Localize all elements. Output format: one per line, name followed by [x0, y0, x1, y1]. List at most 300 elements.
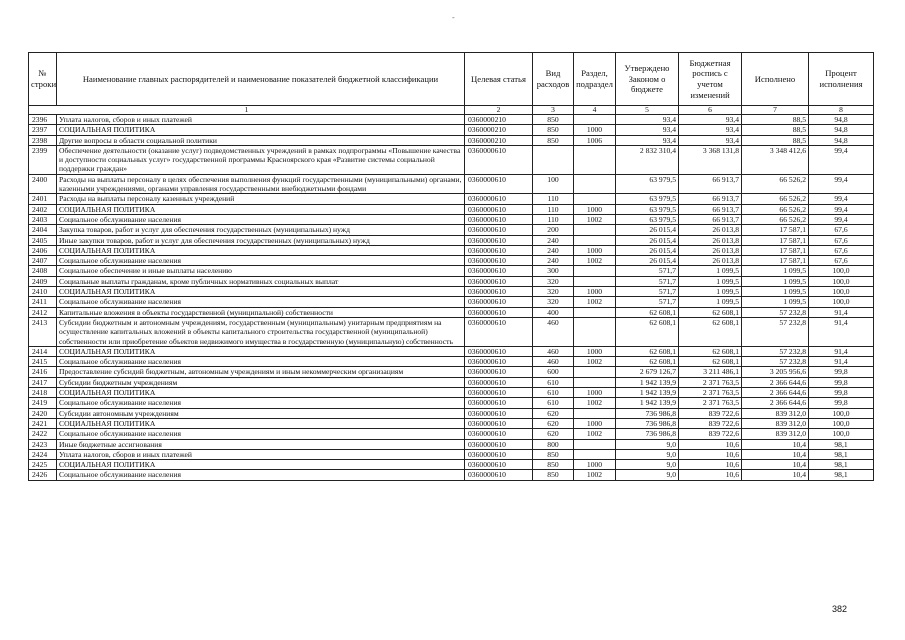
row-name-cell: Социальные выплаты гражданам, кроме публичных нормативных социальных выплат	[57, 276, 465, 286]
row-name-cell: Закупка товаров, работ и услуг для обеспечения государственных (муниципальных) нужд	[57, 225, 465, 235]
budget-list-amount-cell: 3 211 486,1	[679, 367, 742, 377]
section-cell	[574, 194, 616, 204]
executed-amount-cell: 17 587,1	[742, 256, 809, 266]
budget-list-amount-cell: 62 608,1	[679, 317, 742, 346]
expense-type-cell: 620	[533, 429, 574, 439]
table-row	[29, 214, 874, 224]
target-article-cell: 0360000610	[465, 297, 533, 307]
expense-type-cell: 320	[533, 297, 574, 307]
row-number-cell: 2402	[29, 204, 57, 214]
budget-table	[28, 52, 874, 481]
executed-amount-cell: 10,4	[742, 470, 809, 480]
budget-list-amount-cell: 839 722,6	[679, 418, 742, 428]
row-number-cell: 2409	[29, 276, 57, 286]
approved-amount-cell: 571,7	[616, 297, 679, 307]
section-cell: 1000	[574, 460, 616, 470]
table-row	[29, 276, 874, 286]
row-name-cell: СОЦИАЛЬНАЯ ПОЛИТИКА	[57, 460, 465, 470]
budget-list-amount-cell: 10,6	[679, 439, 742, 449]
percent-cell: 91,4	[809, 357, 874, 367]
table-row	[29, 418, 874, 428]
row-name-cell: Субсидии бюджетным учреждениям	[57, 377, 465, 387]
approved-amount-cell: 9,0	[616, 439, 679, 449]
header-budget-list: Бюджетная роспись с учетом изменений	[679, 53, 742, 106]
section-cell: 1002	[574, 357, 616, 367]
section-cell: 1000	[574, 388, 616, 398]
target-article-cell: 0360000610	[465, 460, 533, 470]
executed-amount-cell: 57 232,8	[742, 346, 809, 356]
section-cell	[574, 235, 616, 245]
budget-list-amount-cell: 10,6	[679, 460, 742, 470]
target-article-cell: 0360000610	[465, 439, 533, 449]
top-mark: -	[452, 13, 455, 22]
percent-cell: 94,8	[809, 135, 874, 145]
target-article-cell: 0360000610	[465, 276, 533, 286]
row-number-cell: 2420	[29, 408, 57, 418]
percent-cell: 99,8	[809, 367, 874, 377]
percent-cell: 91,4	[809, 346, 874, 356]
row-name-cell: Капитальные вложения в объекты государственной (муниципальной) собственности	[57, 307, 465, 317]
executed-amount-cell: 66 526,2	[742, 204, 809, 214]
percent-cell: 99,4	[809, 214, 874, 224]
executed-amount-cell: 17 587,1	[742, 225, 809, 235]
row-number-cell: 2423	[29, 439, 57, 449]
section-cell: 1002	[574, 429, 616, 439]
executed-amount-cell: 57 232,8	[742, 357, 809, 367]
row-number-cell: 2406	[29, 245, 57, 255]
executed-amount-cell: 66 526,2	[742, 194, 809, 204]
target-article-cell: 0360000610	[465, 287, 533, 297]
section-cell: 1002	[574, 256, 616, 266]
table-row	[29, 125, 874, 135]
budget-list-amount-cell: 1 099,5	[679, 287, 742, 297]
target-article-cell: 0360000610	[465, 235, 533, 245]
section-cell: 1000	[574, 245, 616, 255]
row-name-cell: Социальное обслуживание населения	[57, 470, 465, 480]
header-target: Целевая статья	[465, 53, 533, 106]
approved-amount-cell: 63 979,5	[616, 204, 679, 214]
row-name-cell: Социальное обслуживание населения	[57, 398, 465, 408]
header-row	[29, 53, 874, 106]
row-name-cell: Субсидии бюджетным и автономным учреждениям, государственным (муниципальным) унитарным предприятиям на осуществление капитальных вложений в объекты капитального строительства государственной (муниципальной) собственности или приобретение объектов недвижимого имущества в государственную (муниципальную) собственность	[57, 317, 465, 346]
approved-amount-cell: 2 832 310,4	[616, 145, 679, 174]
executed-amount-cell: 10,4	[742, 449, 809, 459]
budget-list-amount-cell: 66 913,7	[679, 204, 742, 214]
executed-amount-cell: 88,5	[742, 135, 809, 145]
percent-cell: 99,8	[809, 398, 874, 408]
expense-type-cell: 400	[533, 307, 574, 317]
section-cell	[574, 367, 616, 377]
expense-type-cell: 620	[533, 408, 574, 418]
target-article-cell: 0360000210	[465, 115, 533, 125]
approved-amount-cell: 93,4	[616, 115, 679, 125]
target-article-cell: 0360000610	[465, 307, 533, 317]
expense-type-cell: 460	[533, 317, 574, 346]
executed-amount-cell: 88,5	[742, 115, 809, 125]
header-percent: Процент исполнения	[809, 53, 874, 106]
table-row	[29, 317, 874, 346]
executed-amount-cell: 1 099,5	[742, 297, 809, 307]
row-number-cell: 2396	[29, 115, 57, 125]
budget-list-amount-cell: 1 099,5	[679, 297, 742, 307]
expense-type-cell: 850	[533, 125, 574, 135]
approved-amount-cell: 1 942 139,9	[616, 377, 679, 387]
expense-type-cell: 850	[533, 460, 574, 470]
target-article-cell: 0360000610	[465, 346, 533, 356]
target-article-cell: 0360000610	[465, 266, 533, 276]
budget-list-amount-cell: 839 722,6	[679, 408, 742, 418]
row-name-cell: Расходы на выплаты персоналу в целях обеспечения выполнения функций государственными (муниципальными) органами, казенными учреждениями, органами управления государственными внебюджетными фондами	[57, 174, 465, 194]
table-row	[29, 367, 874, 377]
row-number-cell: 2400	[29, 174, 57, 194]
target-article-cell: 0360000210	[465, 135, 533, 145]
row-name-cell: Уплата налогов, сборов и иных платежей	[57, 115, 465, 125]
executed-amount-cell: 10,4	[742, 460, 809, 470]
percent-cell: 67,6	[809, 235, 874, 245]
budget-list-amount-cell: 93,4	[679, 135, 742, 145]
budget-list-amount-cell: 839 722,6	[679, 429, 742, 439]
executed-amount-cell: 88,5	[742, 125, 809, 135]
target-article-cell: 0360000610	[465, 256, 533, 266]
approved-amount-cell: 63 979,5	[616, 174, 679, 194]
percent-cell: 94,8	[809, 115, 874, 125]
approved-amount-cell: 9,0	[616, 449, 679, 459]
row-number-cell: 2408	[29, 266, 57, 276]
row-number-cell: 2425	[29, 460, 57, 470]
approved-amount-cell: 26 015,4	[616, 225, 679, 235]
executed-amount-cell: 839 312,0	[742, 429, 809, 439]
executed-amount-cell: 17 587,1	[742, 235, 809, 245]
target-article-cell: 0360000610	[465, 145, 533, 174]
percent-cell: 91,4	[809, 307, 874, 317]
budget-table-container	[28, 52, 874, 481]
table-row	[29, 470, 874, 480]
section-cell: 1000	[574, 125, 616, 135]
table-row	[29, 174, 874, 194]
target-article-cell: 0360000610	[465, 245, 533, 255]
target-article-cell: 0360000610	[465, 367, 533, 377]
row-number-cell: 2405	[29, 235, 57, 245]
table-row	[29, 266, 874, 276]
executed-amount-cell: 1 099,5	[742, 276, 809, 286]
expense-type-cell: 460	[533, 357, 574, 367]
table-row	[29, 297, 874, 307]
row-name-cell: Расходы на выплаты персоналу казенных учреждений	[57, 194, 465, 204]
header-section: Раздел, подраздел	[574, 53, 616, 106]
approved-amount-cell: 736 986,8	[616, 429, 679, 439]
executed-amount-cell: 2 366 644,6	[742, 398, 809, 408]
row-number-cell: 2398	[29, 135, 57, 145]
table-row	[29, 460, 874, 470]
approved-amount-cell: 63 979,5	[616, 214, 679, 224]
header-approved: Утверждено Законом о бюджете	[616, 53, 679, 106]
expense-type-cell: 110	[533, 204, 574, 214]
expense-type-cell: 460	[533, 346, 574, 356]
row-number-cell: 2407	[29, 256, 57, 266]
header-row-no: № строки	[29, 53, 57, 106]
row-number-cell: 2417	[29, 377, 57, 387]
percent-cell: 100,0	[809, 276, 874, 286]
executed-amount-cell: 2 366 644,6	[742, 377, 809, 387]
target-article-cell: 0360000610	[465, 408, 533, 418]
row-name-cell: Другие вопросы в области социальной политики	[57, 135, 465, 145]
budget-list-amount-cell: 66 913,7	[679, 214, 742, 224]
expense-type-cell: 110	[533, 214, 574, 224]
executed-amount-cell: 3 205 956,6	[742, 367, 809, 377]
row-name-cell: Субсидии автономным учреждениям	[57, 408, 465, 418]
approved-amount-cell: 9,0	[616, 470, 679, 480]
header-expense-type: Вид расходов	[533, 53, 574, 106]
row-number-cell: 2413	[29, 317, 57, 346]
table-row	[29, 204, 874, 214]
column-number: 7	[742, 106, 809, 115]
expense-type-cell: 850	[533, 470, 574, 480]
expense-type-cell: 850	[533, 115, 574, 125]
percent-cell: 100,0	[809, 408, 874, 418]
executed-amount-cell: 3 348 412,6	[742, 145, 809, 174]
section-cell	[574, 307, 616, 317]
section-cell: 1006	[574, 135, 616, 145]
approved-amount-cell: 571,7	[616, 276, 679, 286]
target-article-cell: 0360000210	[465, 125, 533, 135]
row-number-cell: 2404	[29, 225, 57, 235]
executed-amount-cell: 66 526,2	[742, 174, 809, 194]
percent-cell: 98,1	[809, 460, 874, 470]
approved-amount-cell: 9,0	[616, 460, 679, 470]
percent-cell: 99,8	[809, 388, 874, 398]
expense-type-cell: 610	[533, 388, 574, 398]
expense-type-cell: 240	[533, 235, 574, 245]
row-number-cell: 2426	[29, 470, 57, 480]
row-name-cell: СОЦИАЛЬНАЯ ПОЛИТИКА	[57, 125, 465, 135]
budget-list-amount-cell: 2 371 763,5	[679, 398, 742, 408]
expense-type-cell: 240	[533, 245, 574, 255]
section-cell	[574, 266, 616, 276]
section-cell	[574, 377, 616, 387]
column-number: 3	[533, 106, 574, 115]
percent-cell: 99,8	[809, 377, 874, 387]
approved-amount-cell: 93,4	[616, 125, 679, 135]
target-article-cell: 0360000610	[465, 174, 533, 194]
percent-cell: 98,1	[809, 439, 874, 449]
column-number: 4	[574, 106, 616, 115]
row-name-cell: Иные закупки товаров, работ и услуг для обеспечения государственных (муниципальных) нужд	[57, 235, 465, 245]
target-article-cell: 0360000610	[465, 225, 533, 235]
budget-list-amount-cell: 93,4	[679, 115, 742, 125]
approved-amount-cell: 62 608,1	[616, 307, 679, 317]
budget-list-amount-cell: 3 368 131,8	[679, 145, 742, 174]
target-article-cell: 0360000610	[465, 418, 533, 428]
row-name-cell: СОЦИАЛЬНАЯ ПОЛИТИКА	[57, 204, 465, 214]
table-row	[29, 135, 874, 145]
row-number-cell: 2418	[29, 388, 57, 398]
budget-list-amount-cell: 10,6	[679, 449, 742, 459]
expense-type-cell: 300	[533, 266, 574, 276]
budget-list-amount-cell: 26 013,8	[679, 225, 742, 235]
target-article-cell: 0360000610	[465, 449, 533, 459]
table-row	[29, 377, 874, 387]
table-row	[29, 256, 874, 266]
table-row	[29, 307, 874, 317]
target-article-cell: 0360000610	[465, 398, 533, 408]
budget-list-amount-cell: 10,6	[679, 470, 742, 480]
approved-amount-cell: 62 608,1	[616, 346, 679, 356]
section-cell	[574, 317, 616, 346]
approved-amount-cell: 26 015,4	[616, 256, 679, 266]
approved-amount-cell: 26 015,4	[616, 245, 679, 255]
header-executed: Исполнено	[742, 53, 809, 106]
percent-cell: 100,0	[809, 429, 874, 439]
section-cell	[574, 174, 616, 194]
column-number-row	[29, 106, 874, 115]
percent-cell: 94,8	[809, 125, 874, 135]
table-row	[29, 429, 874, 439]
budget-list-amount-cell: 2 371 763,5	[679, 388, 742, 398]
row-number-cell: 2414	[29, 346, 57, 356]
table-row	[29, 225, 874, 235]
approved-amount-cell: 93,4	[616, 135, 679, 145]
section-cell	[574, 276, 616, 286]
expense-type-cell: 620	[533, 418, 574, 428]
row-name-cell: СОЦИАЛЬНАЯ ПОЛИТИКА	[57, 287, 465, 297]
budget-list-amount-cell: 62 608,1	[679, 307, 742, 317]
table-row	[29, 439, 874, 449]
budget-list-amount-cell: 26 013,8	[679, 245, 742, 255]
expense-type-cell: 320	[533, 276, 574, 286]
row-number-cell: 2411	[29, 297, 57, 307]
table-row	[29, 115, 874, 125]
row-number-cell: 2410	[29, 287, 57, 297]
expense-type-cell: 600	[533, 367, 574, 377]
target-article-cell: 0360000610	[465, 194, 533, 204]
executed-amount-cell: 17 587,1	[742, 245, 809, 255]
section-cell: 1000	[574, 204, 616, 214]
row-number-cell: 2397	[29, 125, 57, 135]
percent-cell: 99,4	[809, 145, 874, 174]
percent-cell: 99,4	[809, 204, 874, 214]
row-name-cell: Социальное обслуживание населения	[57, 256, 465, 266]
budget-list-amount-cell: 62 608,1	[679, 357, 742, 367]
row-name-cell: Иные бюджетные ассигнования	[57, 439, 465, 449]
executed-amount-cell: 66 526,2	[742, 214, 809, 224]
row-name-cell: Социальное обслуживание населения	[57, 297, 465, 307]
percent-cell: 100,0	[809, 297, 874, 307]
expense-type-cell: 100	[533, 174, 574, 194]
section-cell	[574, 145, 616, 174]
budget-list-amount-cell: 93,4	[679, 125, 742, 135]
approved-amount-cell: 571,7	[616, 266, 679, 276]
row-name-cell: Обеспечение деятельности (оказание услуг) подведомственных учреждений в рамках подпрограммы «Повышение качества и доступности социальных услуг» государственной программы Красноярского края «Развитие системы социальной поддержки граждан»	[57, 145, 465, 174]
row-number-cell: 2422	[29, 429, 57, 439]
row-name-cell: Социальное обслуживание населения	[57, 429, 465, 439]
expense-type-cell: 110	[533, 194, 574, 204]
percent-cell: 99,4	[809, 174, 874, 194]
percent-cell: 100,0	[809, 287, 874, 297]
target-article-cell: 0360000610	[465, 214, 533, 224]
section-cell: 1000	[574, 287, 616, 297]
target-article-cell: 0360000610	[465, 470, 533, 480]
budget-list-amount-cell: 1 099,5	[679, 266, 742, 276]
executed-amount-cell: 1 099,5	[742, 287, 809, 297]
row-number-cell: 2403	[29, 214, 57, 224]
expense-type-cell: 320	[533, 287, 574, 297]
approved-amount-cell: 736 986,8	[616, 418, 679, 428]
approved-amount-cell: 62 608,1	[616, 317, 679, 346]
table-row	[29, 357, 874, 367]
executed-amount-cell: 2 366 644,6	[742, 388, 809, 398]
target-article-cell: 0360000610	[465, 204, 533, 214]
row-number-cell: 2421	[29, 418, 57, 428]
column-number: 8	[809, 106, 874, 115]
percent-cell: 99,4	[809, 194, 874, 204]
row-name-cell: СОЦИАЛЬНАЯ ПОЛИТИКА	[57, 346, 465, 356]
expense-type-cell: 610	[533, 377, 574, 387]
target-article-cell: 0360000610	[465, 388, 533, 398]
section-cell: 1002	[574, 470, 616, 480]
row-name-cell: СОЦИАЛЬНАЯ ПОЛИТИКА	[57, 418, 465, 428]
column-number: 6	[679, 106, 742, 115]
approved-amount-cell: 571,7	[616, 287, 679, 297]
percent-cell: 100,0	[809, 418, 874, 428]
section-cell: 1002	[574, 398, 616, 408]
budget-list-amount-cell: 66 913,7	[679, 174, 742, 194]
section-cell	[574, 408, 616, 418]
budget-list-amount-cell: 2 371 763,5	[679, 377, 742, 387]
row-name-cell: СОЦИАЛЬНАЯ ПОЛИТИКА	[57, 245, 465, 255]
approved-amount-cell: 62 608,1	[616, 357, 679, 367]
table-row	[29, 245, 874, 255]
executed-amount-cell: 839 312,0	[742, 418, 809, 428]
table-row	[29, 398, 874, 408]
budget-list-amount-cell: 1 099,5	[679, 276, 742, 286]
row-number-cell: 2416	[29, 367, 57, 377]
approved-amount-cell: 736 986,8	[616, 408, 679, 418]
expense-type-cell: 850	[533, 135, 574, 145]
page-number: 382	[832, 604, 848, 614]
column-number: 1	[29, 106, 465, 115]
row-number-cell: 2419	[29, 398, 57, 408]
column-number: 2	[465, 106, 533, 115]
section-cell	[574, 449, 616, 459]
target-article-cell: 0360000610	[465, 357, 533, 367]
percent-cell: 67,6	[809, 225, 874, 235]
approved-amount-cell: 2 679 126,7	[616, 367, 679, 377]
executed-amount-cell: 1 099,5	[742, 266, 809, 276]
executed-amount-cell: 839 312,0	[742, 408, 809, 418]
column-number: 5	[616, 106, 679, 115]
target-article-cell: 0360000610	[465, 377, 533, 387]
row-name-cell: Предоставление субсидий бюджетным, автономным учреждениям и иным некоммерческим организациям	[57, 367, 465, 377]
expense-type-cell: 200	[533, 225, 574, 235]
row-number-cell: 2424	[29, 449, 57, 459]
header-name: Наименование главных распорядителей и наименование показателей бюджетной классификации	[57, 53, 465, 106]
row-number-cell: 2401	[29, 194, 57, 204]
budget-list-amount-cell: 26 013,8	[679, 256, 742, 266]
table-row	[29, 346, 874, 356]
approved-amount-cell: 1 942 139,9	[616, 398, 679, 408]
table-row	[29, 408, 874, 418]
expense-type-cell: 240	[533, 256, 574, 266]
row-name-cell: Социальное обеспечение и иные выплаты населению	[57, 266, 465, 276]
percent-cell: 67,6	[809, 256, 874, 266]
row-number-cell: 2412	[29, 307, 57, 317]
target-article-cell: 0360000610	[465, 317, 533, 346]
expense-type-cell: 610	[533, 398, 574, 408]
row-name-cell: СОЦИАЛЬНАЯ ПОЛИТИКА	[57, 388, 465, 398]
row-number-cell: 2415	[29, 357, 57, 367]
section-cell	[574, 115, 616, 125]
section-cell	[574, 225, 616, 235]
